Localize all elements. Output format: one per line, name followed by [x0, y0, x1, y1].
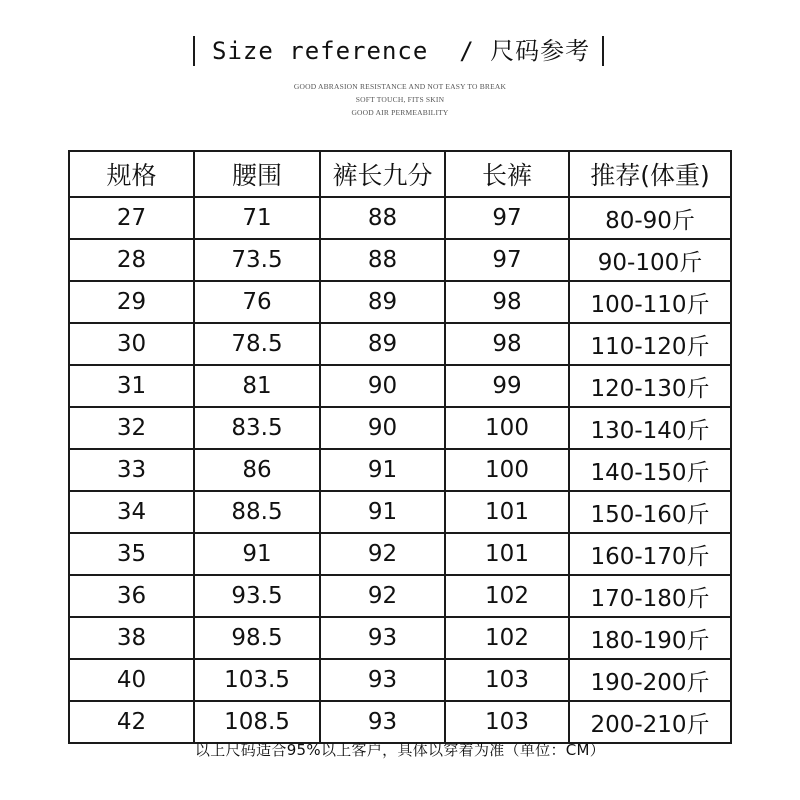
- cell-recommended-weight: 200-210斤: [569, 701, 731, 743]
- header: [0, 28, 800, 76]
- cell-waist: 86: [194, 449, 320, 491]
- cell-full-length: 97: [445, 197, 569, 239]
- table-row: [69, 701, 731, 743]
- size-table: [68, 150, 732, 744]
- table-row: [69, 659, 731, 701]
- table-row: [69, 281, 731, 323]
- subtitle-line-3: GOOD AIR PERMEABILITY: [351, 108, 449, 117]
- table-row: [69, 197, 731, 239]
- table-row: [69, 575, 731, 617]
- cell-ankle-length: 89: [320, 281, 445, 323]
- cell-size: 40: [69, 659, 194, 701]
- cell-recommended-weight: 80-90斤: [569, 197, 731, 239]
- header-recommended-weight: 推荐(体重): [569, 151, 731, 197]
- cell-ankle-length: 89: [320, 323, 445, 365]
- subtitle-line-2: SOFT TOUCH, FITS SKIN: [355, 95, 445, 104]
- right-divider-bar: [602, 36, 604, 66]
- cell-waist: 91: [194, 533, 320, 575]
- header-size: 规格: [69, 151, 194, 197]
- cell-size: 42: [69, 701, 194, 743]
- cell-recommended-weight: 190-200斤: [569, 659, 731, 701]
- cell-size: 32: [69, 407, 194, 449]
- cell-recommended-weight: 140-150斤: [569, 449, 731, 491]
- cell-recommended-weight: 90-100斤: [569, 239, 731, 281]
- header-waist: 腰围: [194, 151, 320, 197]
- cell-waist: 83.5: [194, 407, 320, 449]
- cell-waist: 81: [194, 365, 320, 407]
- cell-size: 36: [69, 575, 194, 617]
- cell-size: 38: [69, 617, 194, 659]
- table-body: [69, 197, 731, 743]
- table-row: [69, 323, 731, 365]
- left-divider-bar: [193, 36, 195, 66]
- cell-ankle-length: 88: [320, 197, 445, 239]
- cell-waist: 88.5: [194, 491, 320, 533]
- cell-ankle-length: 90: [320, 365, 445, 407]
- cell-size: 28: [69, 239, 194, 281]
- cell-waist: 73.5: [194, 239, 320, 281]
- subtitle-block: [0, 80, 800, 119]
- table-row: [69, 407, 731, 449]
- cell-recommended-weight: 120-130斤: [569, 365, 731, 407]
- table-row: [69, 491, 731, 533]
- cell-size: 30: [69, 323, 194, 365]
- cell-full-length: 98: [445, 281, 569, 323]
- cell-full-length: 102: [445, 575, 569, 617]
- cell-size: 33: [69, 449, 194, 491]
- cell-full-length: 99: [445, 365, 569, 407]
- header-full-length: 长裤: [445, 151, 569, 197]
- cell-full-length: 97: [445, 239, 569, 281]
- cell-recommended-weight: 180-190斤: [569, 617, 731, 659]
- cell-waist: 98.5: [194, 617, 320, 659]
- table-row: [69, 533, 731, 575]
- cell-ankle-length: 93: [320, 617, 445, 659]
- cell-size: 29: [69, 281, 194, 323]
- cell-ankle-length: 92: [320, 533, 445, 575]
- cell-full-length: 102: [445, 617, 569, 659]
- cell-recommended-weight: 150-160斤: [569, 491, 731, 533]
- cell-recommended-weight: 170-180斤: [569, 575, 731, 617]
- cell-size: 34: [69, 491, 194, 533]
- cell-waist: 103.5: [194, 659, 320, 701]
- cell-waist: 78.5: [194, 323, 320, 365]
- cell-waist: 93.5: [194, 575, 320, 617]
- cell-recommended-weight: 160-170斤: [569, 533, 731, 575]
- cell-recommended-weight: 110-120斤: [569, 323, 731, 365]
- cell-ankle-length: 90: [320, 407, 445, 449]
- cell-recommended-weight: 100-110斤: [569, 281, 731, 323]
- cell-full-length: 103: [445, 701, 569, 743]
- cell-ankle-length: 88: [320, 239, 445, 281]
- cell-ankle-length: 91: [320, 491, 445, 533]
- cell-ankle-length: 93: [320, 701, 445, 743]
- size-table-container: [68, 150, 730, 738]
- cell-ankle-length: 91: [320, 449, 445, 491]
- cell-full-length: 101: [445, 533, 569, 575]
- table-row: [69, 617, 731, 659]
- cell-full-length: 101: [445, 491, 569, 533]
- cell-ankle-length: 92: [320, 575, 445, 617]
- cell-full-length: 100: [445, 449, 569, 491]
- footer-note: 以上尺码适合95%以上客户，具体以穿着为准（单位：CM）: [194, 741, 606, 759]
- table-row: [69, 239, 731, 281]
- cell-waist: 108.5: [194, 701, 320, 743]
- cell-full-length: 98: [445, 323, 569, 365]
- cell-full-length: 100: [445, 407, 569, 449]
- cell-size: 35: [69, 533, 194, 575]
- cell-size: 27: [69, 197, 194, 239]
- cell-ankle-length: 93: [320, 659, 445, 701]
- subtitle-line-1: GOOD ABRASION RESISTANCE AND NOT EASY TO BREAK: [293, 82, 507, 91]
- cell-full-length: 103: [445, 659, 569, 701]
- cell-size: 31: [69, 365, 194, 407]
- table-row: [69, 365, 731, 407]
- header-ankle-length: 裤长九分: [320, 151, 445, 197]
- table-row: [69, 449, 731, 491]
- cell-waist: 71: [194, 197, 320, 239]
- cell-recommended-weight: 130-140斤: [569, 407, 731, 449]
- page-title: Size reference / 尺码参考: [212, 37, 591, 65]
- table-header-row: [69, 151, 731, 197]
- cell-waist: 76: [194, 281, 320, 323]
